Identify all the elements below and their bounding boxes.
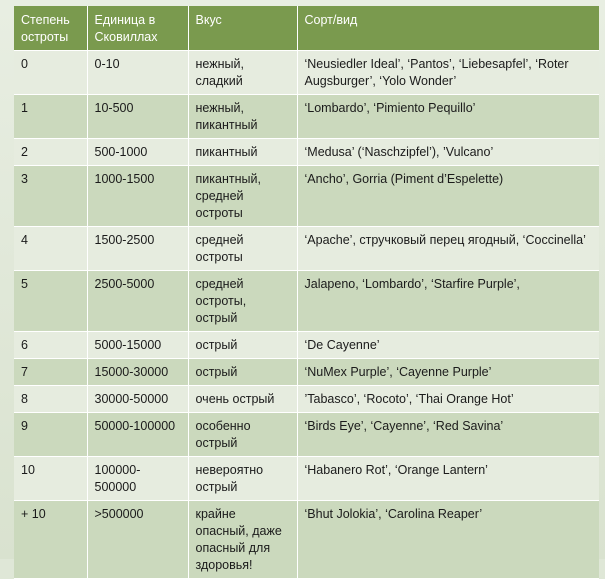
cell-taste: средней остроты [188, 227, 297, 271]
cell-scoville-units: 100000-500000 [87, 457, 188, 501]
cell-variety: ‘Ancho’, Gorria (Piment d’Espelette) [297, 166, 599, 227]
table-row [14, 227, 599, 271]
cell-heat-level: 4 [14, 227, 87, 271]
cell-heat-level: 7 [14, 359, 87, 386]
cell-heat-level: 1 [14, 95, 87, 139]
cell-heat-level: 5 [14, 271, 87, 332]
cell-taste: очень острый [188, 386, 297, 413]
cell-taste: невероятно острый [188, 457, 297, 501]
cell-variety: ‘Habanero Rot’, ‘Orange Lantern’ [297, 457, 599, 501]
cell-taste: средней остроты, острый [188, 271, 297, 332]
pepper-heat-table [14, 6, 599, 579]
table-row [14, 501, 599, 579]
cell-heat-level: 3 [14, 166, 87, 227]
table-row [14, 139, 599, 166]
cell-heat-level: 9 [14, 413, 87, 457]
cell-taste: крайне опасный, даже опасный для здоровья! [188, 501, 297, 579]
cell-variety: ‘Birds Eye’, ‘Cayenne’, ‘Red Savina’ [297, 413, 599, 457]
cell-taste: пикантный, средней остроты [188, 166, 297, 227]
header-scoville-units: Единица в Сковиллах [87, 6, 188, 51]
table-row [14, 386, 599, 413]
cell-scoville-units: 50000-100000 [87, 413, 188, 457]
cell-heat-level: 2 [14, 139, 87, 166]
cell-variety: Jalapeno, ‘Lombardo’, ‘Starfire Purple’, [297, 271, 599, 332]
header-row [14, 6, 599, 51]
cell-scoville-units: 30000-50000 [87, 386, 188, 413]
table-row [14, 413, 599, 457]
cell-heat-level: 8 [14, 386, 87, 413]
table-row [14, 166, 599, 227]
cell-variety: ‘Apache’, стручковый перец ягодный, ‘Coccinella’ [297, 227, 599, 271]
cell-scoville-units: 1000-1500 [87, 166, 188, 227]
cell-heat-level: 0 [14, 51, 87, 95]
cell-variety: ‘NuMex Purple’, ‘Cayenne Purple’ [297, 359, 599, 386]
cell-scoville-units: 500-1000 [87, 139, 188, 166]
table-row [14, 51, 599, 95]
table-row [14, 271, 599, 332]
cell-scoville-units: 1500-2500 [87, 227, 188, 271]
table-row [14, 332, 599, 359]
table-row [14, 95, 599, 139]
cell-scoville-units: 2500-5000 [87, 271, 188, 332]
cell-scoville-units: 15000-30000 [87, 359, 188, 386]
cell-heat-level: 6 [14, 332, 87, 359]
cell-variety: ‘Lombardo’, ‘Pimiento Pequillo’ [297, 95, 599, 139]
cell-variety: ‘Neusiedler Ideal’, ‘Pantos’, ‘Liebesapfel’, ‘Roter Augsburger’, ‘Yolo Wonder’ [297, 51, 599, 95]
table-row [14, 457, 599, 501]
table-row [14, 359, 599, 386]
cell-taste: нежный, сладкий [188, 51, 297, 95]
cell-variety: ‘De Cayenne’ [297, 332, 599, 359]
cell-variety: ’Tabasco’, ‘Rocoto’, ‘Thai Orange Hot’ [297, 386, 599, 413]
cell-taste: особенно острый [188, 413, 297, 457]
table-body [14, 51, 599, 579]
cell-taste: нежный, пикантный [188, 95, 297, 139]
header-heat-level: Степень остроты [14, 6, 87, 51]
cell-heat-level: + 10 [14, 501, 87, 579]
header-variety: Сорт/вид [297, 6, 599, 51]
cell-scoville-units: >500000 [87, 501, 188, 579]
cell-scoville-units: 0-10 [87, 51, 188, 95]
cell-scoville-units: 10-500 [87, 95, 188, 139]
header-taste: Вкус [188, 6, 297, 51]
cell-taste: острый [188, 359, 297, 386]
cell-scoville-units: 5000-15000 [87, 332, 188, 359]
cell-taste: пикантный [188, 139, 297, 166]
cell-taste: острый [188, 332, 297, 359]
cell-heat-level: 10 [14, 457, 87, 501]
cell-variety: ‘Medusa’ (‘Naschzipfel’), ’Vulcano’ [297, 139, 599, 166]
cell-variety: ‘Bhut Jolokia’, ‘Carolina Reaper’ [297, 501, 599, 579]
